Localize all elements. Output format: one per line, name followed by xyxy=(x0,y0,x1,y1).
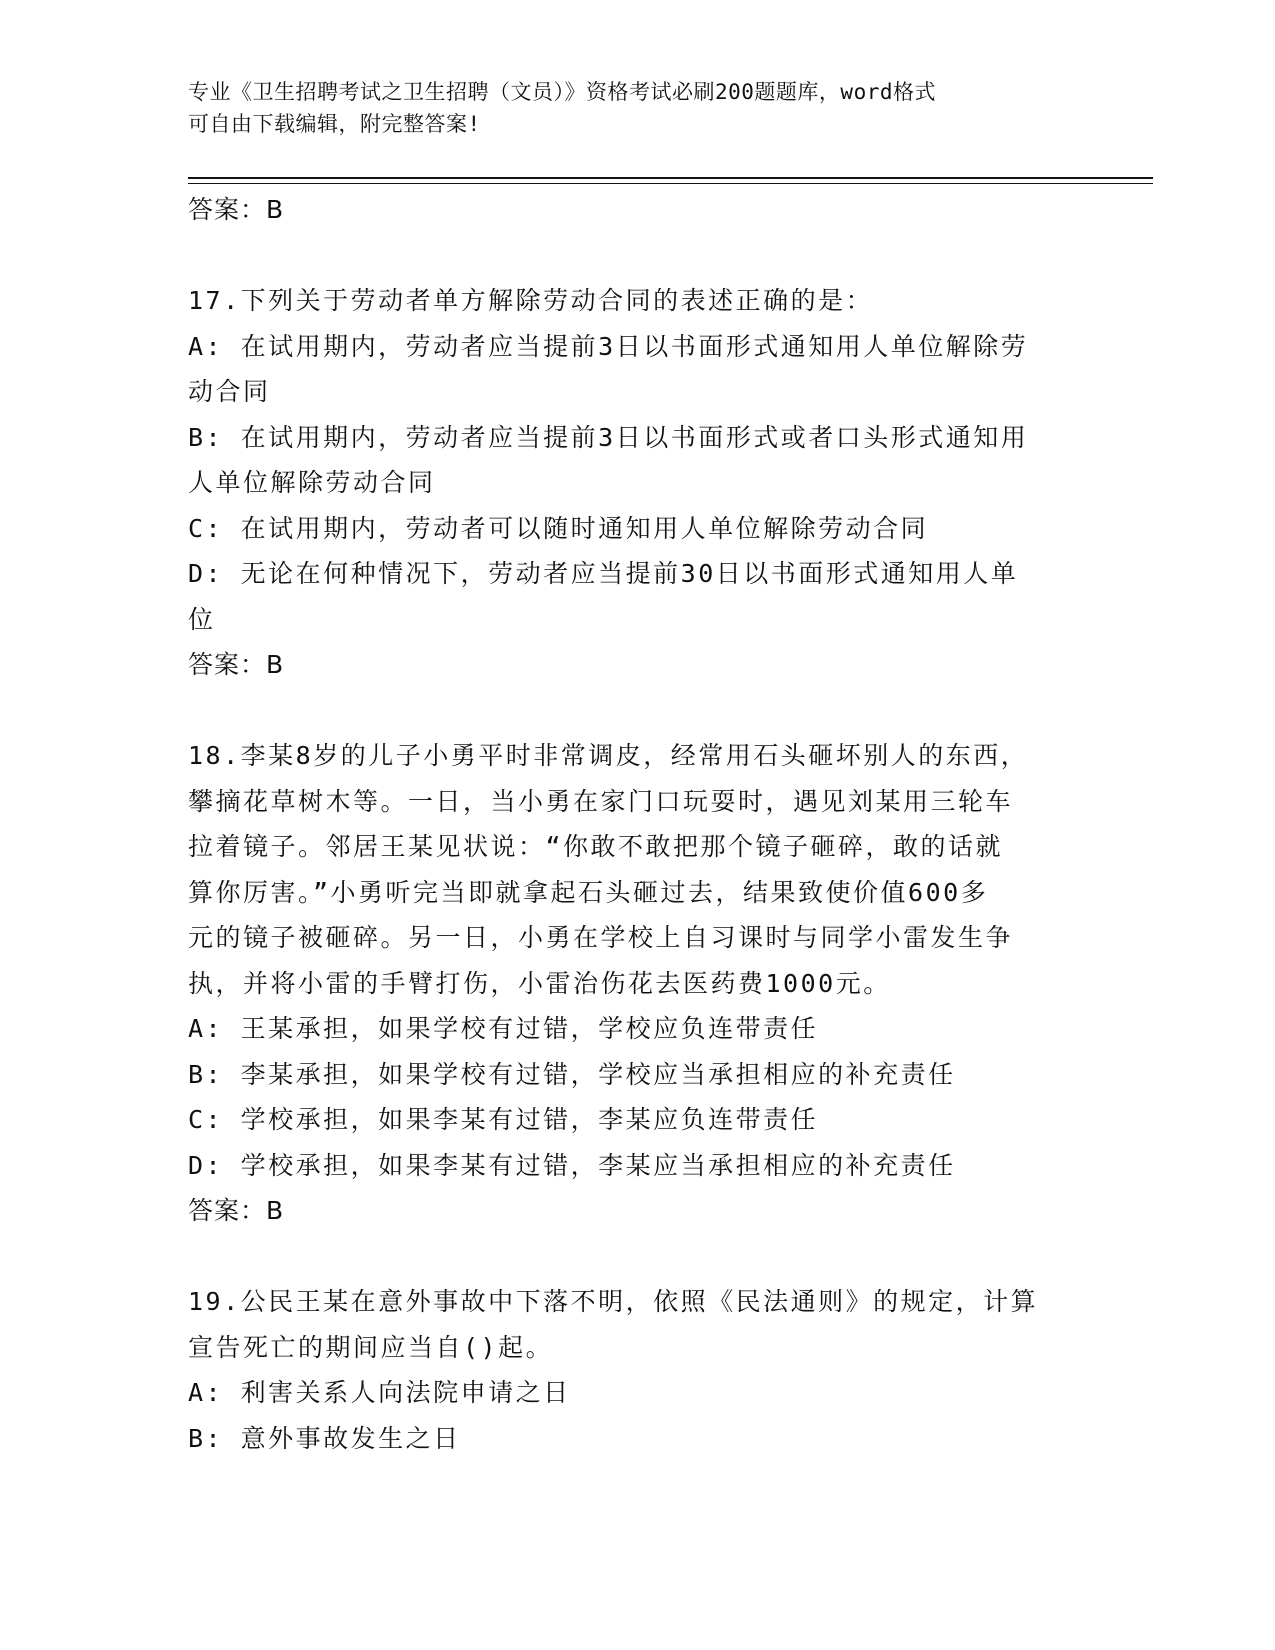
question-17-option-a-cont: 动合同 xyxy=(188,377,271,406)
header-line-1: 专业《卫生招聘考试之卫生招聘（文员）》资格考试必刷200题题库，word格式 xyxy=(188,80,936,104)
question-17-option-c: C: 在试用期内，劳动者可以随时通知用人单位解除劳动合同 xyxy=(188,513,929,543)
question-18-option-d: D: 学校承担，如果李某有过错，李某应当承担相应的补充责任 xyxy=(188,1150,956,1180)
question-18-option-b: B: 李某承担，如果学校有过错，学校应当承担相应的补充责任 xyxy=(188,1059,956,1089)
question-19-option-b: B: 意外事故发生之日 xyxy=(188,1423,461,1453)
question-18-stem-1: 18.李某8岁的儿子小勇平时非常调皮，经常用石头砸坏别人的东西， xyxy=(188,741,1029,770)
spacer xyxy=(188,1234,1088,1280)
question-17-option-b: B: 在试用期内，劳动者应当提前3日以书面形式或者口头形式通知用 xyxy=(188,422,1029,452)
spacer xyxy=(188,688,1088,734)
question-18-option-c: C: 学校承担，如果李某有过错，李某应负连带责任 xyxy=(188,1105,819,1134)
question-19-option-a: A: 利害关系人向法院申请之日 xyxy=(188,1378,571,1407)
question-17-option-b-cont: 人单位解除劳动合同 xyxy=(188,468,436,497)
question-18-stem-4: 算你厉害。”小勇听完当即就拿起石头砸过去，结果致使价值600多 xyxy=(188,877,989,907)
question-17-option-d: D: 无论在何种情况下，劳动者应当提前30日以书面形式通知用人单 xyxy=(188,559,1019,588)
question-18-stem-5: 元的镜子被砸碎。另一日，小勇在学校上自习课时与同学小雷发生争 xyxy=(188,923,1014,952)
question-18-stem-2: 攀摘花草树木等。一日，当小勇在家门口玩耍时，遇见刘某用三轮车 xyxy=(188,786,1014,816)
question-19-stem-1: 19.公民王某在意外事故中下落不明，依照《民法通则》的规定，计算 xyxy=(188,1287,1039,1316)
question-19 xyxy=(188,1279,1088,1461)
question-18 xyxy=(188,733,1088,1234)
question-17-option-d-cont: 位 xyxy=(188,604,216,634)
question-18-stem-3: 拉着镜子。邻居王某见状说：“你敢不敢把那个镜子砸碎，敢的话就 xyxy=(188,832,1004,861)
question-17 xyxy=(188,278,1088,688)
question-18-option-a: A: 王某承担，如果学校有过错，学校应负连带责任 xyxy=(188,1014,819,1043)
header-line-2: 可自由下载编辑，附完整答案! xyxy=(188,112,481,136)
answer-q18: 答案：B xyxy=(188,1196,285,1225)
header-rule-thin xyxy=(188,183,1153,184)
spacer xyxy=(188,233,1088,279)
question-17-stem: 17.下列关于劳动者单方解除劳动合同的表述正确的是： xyxy=(188,286,874,315)
question-19-stem-2: 宣告死亡的期间应当自()起。 xyxy=(188,1332,554,1362)
answer-q17: 答案：B xyxy=(188,650,285,679)
question-18-stem-6: 执，并将小雷的手臂打伤，小雷治伤花去医药费1000元。 xyxy=(188,968,891,998)
document-header xyxy=(188,76,1088,140)
question-17-option-a: A: 在试用期内，劳动者应当提前3日以书面形式通知用人单位解除劳 xyxy=(188,331,1029,361)
answer-q16: 答案：B xyxy=(188,195,285,224)
header-rule-thick xyxy=(188,177,1153,179)
document-body xyxy=(188,187,1088,1461)
